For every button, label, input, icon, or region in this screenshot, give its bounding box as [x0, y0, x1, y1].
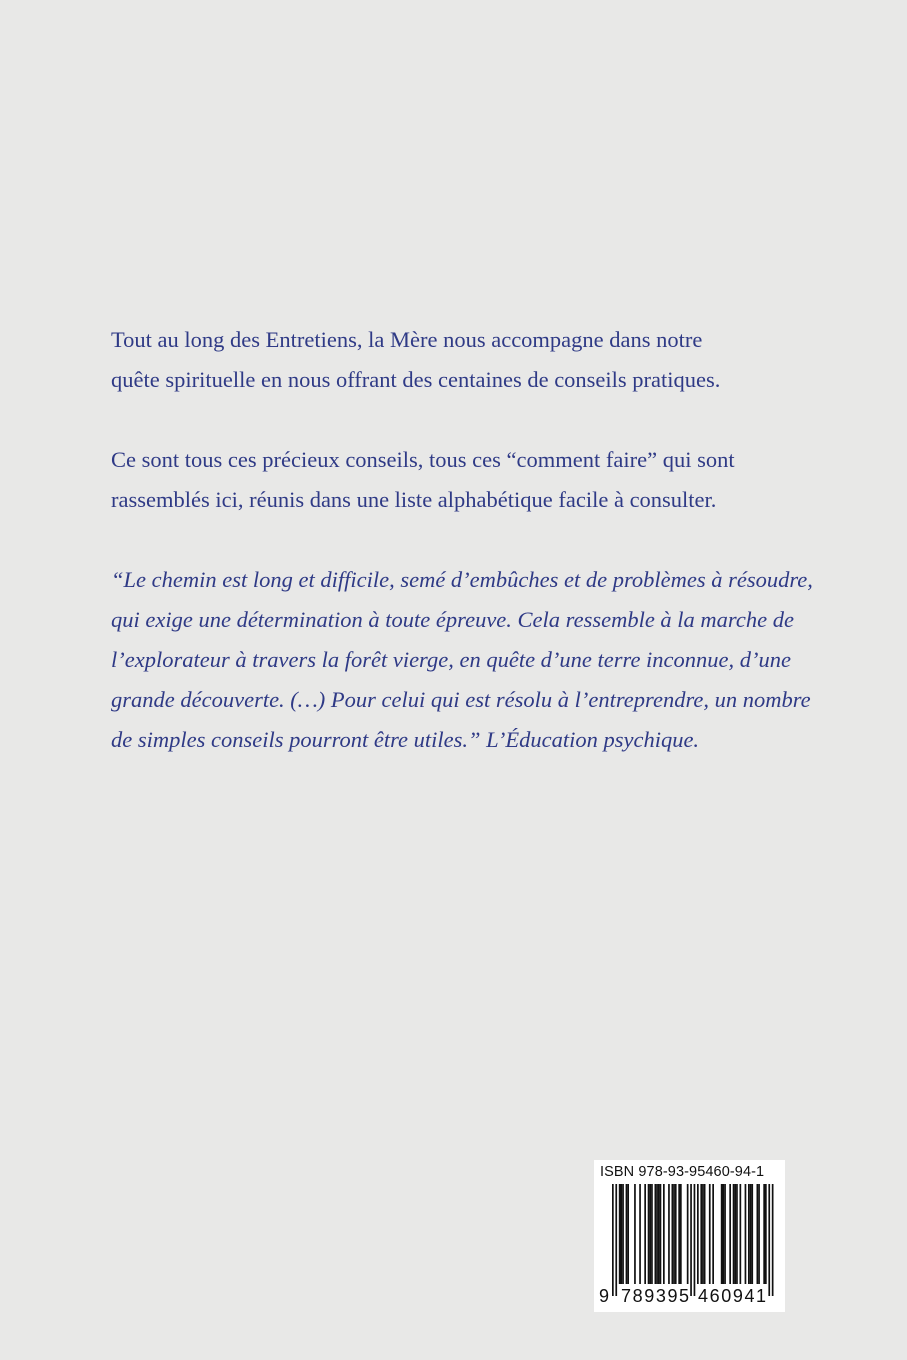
- isbn-barcode: [594, 1160, 785, 1312]
- barcode-bar-6: [627, 1184, 629, 1284]
- barcode-bar-3: [621, 1184, 623, 1284]
- intro-paragraph: [111, 320, 761, 400]
- barcode-bar-2: [619, 1184, 621, 1284]
- barcode-bar-48: [765, 1184, 767, 1284]
- quote-line-3: l’explorateur à travers la forêt vierge, en quête d’une terre inconnue, d’une: [111, 647, 792, 672]
- barcode-bar-8: [639, 1184, 641, 1284]
- barcode-bar-24: [687, 1184, 689, 1284]
- barcode-bar-28: [700, 1184, 702, 1284]
- barcode-bar-18: [668, 1184, 670, 1284]
- barcode-bar-7: [634, 1184, 636, 1284]
- barcode-bar-12: [651, 1184, 653, 1284]
- barcode-bar-10: [648, 1184, 650, 1284]
- ean-left-digits: 789395: [621, 1286, 691, 1306]
- barcode-bar-23: [680, 1184, 682, 1284]
- barcode-bar-31: [709, 1184, 711, 1284]
- barcode-bar-42: [748, 1184, 750, 1284]
- barcode-bar-5: [626, 1184, 628, 1284]
- barcode-bar-50: [772, 1184, 774, 1296]
- intro-line-1: Tout au long des Entretiens, la Mère nous accompagne dans notre: [111, 327, 703, 352]
- barcode-bar-21: [675, 1184, 677, 1284]
- barcode-bar-11: [649, 1184, 651, 1284]
- isbn-label: ISBN 978-93-95460-94-1: [600, 1164, 765, 1180]
- intro-line-2: quête spirituelle en nous offrant des centaines de conseils pratiques.: [111, 367, 721, 392]
- barcode-bar-9: [644, 1184, 646, 1284]
- barcode-bar-40: [740, 1184, 742, 1284]
- barcode-bar-1: [615, 1184, 617, 1296]
- barcode-bar-20: [673, 1184, 675, 1284]
- barcode-bar-39: [736, 1184, 738, 1284]
- barcode-bar-37: [733, 1184, 735, 1284]
- barcode-bar-36: [729, 1184, 731, 1284]
- quote-line-1: “Le chemin est long et difficile, semé d’embûches et de problèmes à résoudre,: [111, 567, 813, 592]
- barcode-bar-0: [612, 1184, 614, 1296]
- barcode-bar-30: [704, 1184, 706, 1284]
- barcode-bar-17: [663, 1184, 665, 1284]
- ean-first-digit: 9: [599, 1286, 610, 1306]
- quote-line-2: qui exige une détermination à toute épreuve. Cela ressemble à la marche de: [111, 607, 794, 632]
- barcode-bar-44: [751, 1184, 753, 1284]
- barcode-bar-45: [757, 1184, 759, 1284]
- barcode-bar-43: [750, 1184, 752, 1284]
- barcode-bar-19: [672, 1184, 674, 1284]
- barcode-bar-4: [622, 1184, 624, 1284]
- barcode-bar-26: [694, 1184, 696, 1296]
- barcode-bar-29: [702, 1184, 704, 1284]
- quote-paragraph: [111, 560, 813, 760]
- quote-line-4: grande découverte. (…) Pour celui qui est résolu à l’entreprendre, un nombre: [111, 687, 811, 712]
- barcode-bar-34: [723, 1184, 725, 1284]
- barcode-bar-16: [660, 1184, 662, 1284]
- barcode-bar-33: [721, 1184, 723, 1284]
- barcode-bar-32: [712, 1184, 714, 1284]
- summary-line-2: rassemblés ici, réunis dans une liste alphabétique facile à consulter.: [111, 487, 717, 512]
- barcode-bar-15: [658, 1184, 660, 1284]
- quote-line-5: de simples conseils pourront être utiles.” L’Éducation psychique.: [111, 727, 700, 752]
- barcode-bar-27: [697, 1184, 699, 1284]
- ean-right-digits: 460941: [698, 1286, 768, 1306]
- barcode-bar-49: [768, 1184, 770, 1296]
- barcode-bar-46: [758, 1184, 760, 1284]
- barcode-bar-25: [690, 1184, 692, 1296]
- barcode-bar-47: [763, 1184, 765, 1284]
- barcode-bar-14: [656, 1184, 658, 1284]
- barcode-bar-13: [655, 1184, 657, 1284]
- summary-line-1: Ce sont tous ces précieux conseils, tous ces “comment faire” qui sont: [111, 447, 735, 472]
- summary-paragraph: [111, 440, 761, 520]
- barcode-bar-41: [745, 1184, 747, 1284]
- barcode-bar-35: [724, 1184, 726, 1284]
- barcode-bar-38: [734, 1184, 736, 1284]
- barcode-bar-22: [678, 1184, 680, 1284]
